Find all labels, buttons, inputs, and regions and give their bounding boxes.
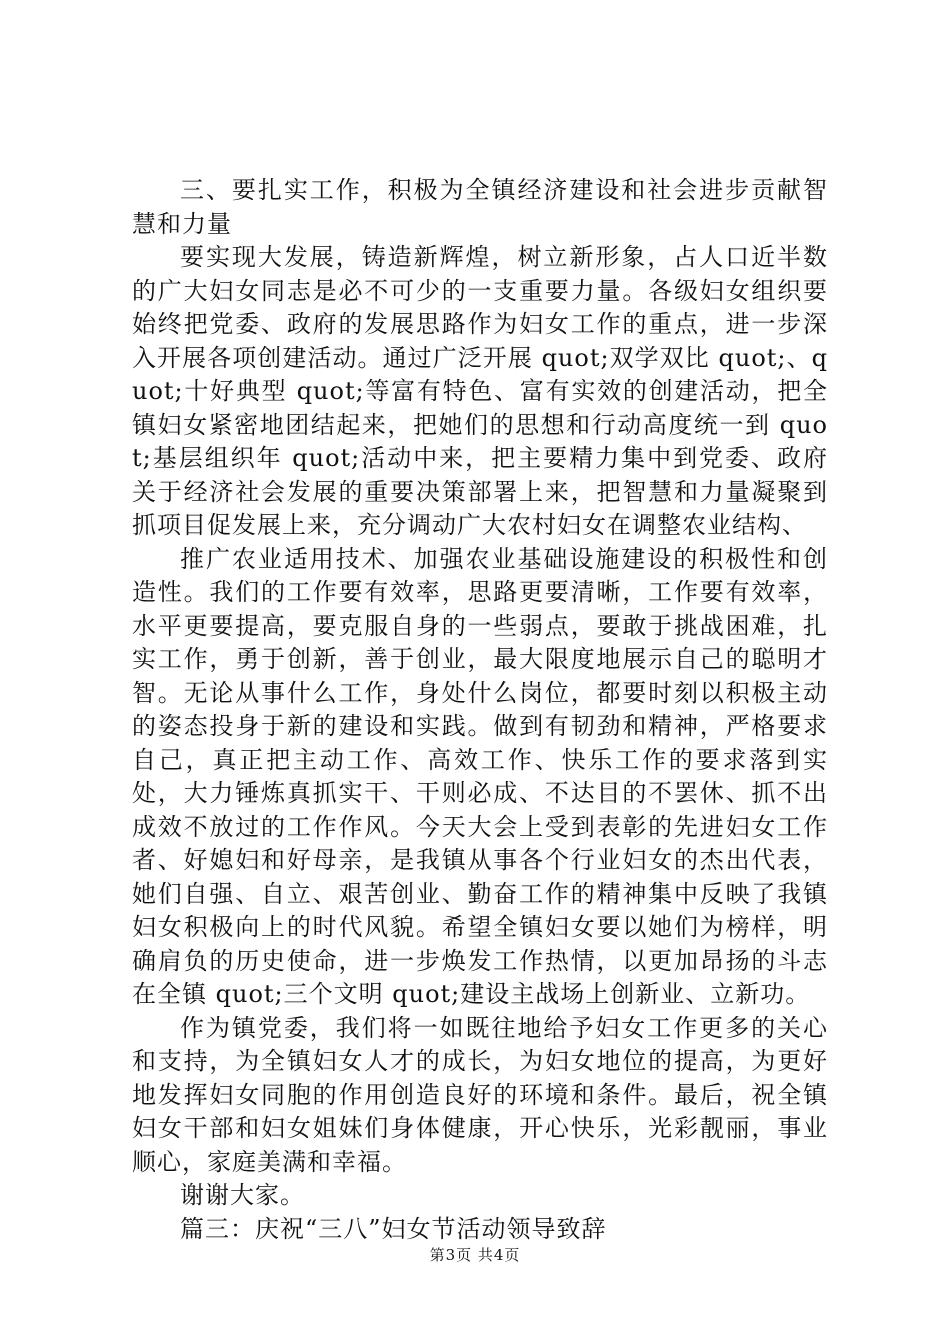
next-section-title: 篇三：庆祝“三八”妇女节活动领导致辞 [180, 1214, 607, 1243]
section-heading: 三、要扎实工作，积极为全镇经济建设和社会进步贡献智慧和力量 [132, 176, 828, 238]
document-body [132, 174, 828, 1246]
body-paragraph: 要实现大发展，铸造新辉煌，树立新形象，占人口近半数的广大妇女同志是必不可少的一支重要力量。各级妇女组织要始终把党委、政府的发展思路作为妇女工作的重点，进一步深入开展各项创建活动。通过广泛开展 quot;双学双比 quot;、quot;十好典型 quot;等富有特色、富有实效的创建活动，把全镇妇女紧密地团结起来，把她们的思想和行动高度统一到 quot;基层组织年 quot;活动中来，把主要精力集中到党委、政府关于经济社会发展的重要决策部署上来，把智慧和力量凝聚到抓项目促发展上来，充分调动广大农村妇女在调整农业结构、 [132, 243, 828, 539]
page-number: 第3页 共4页 [429, 1246, 521, 1264]
body-paragraph: 推广农业适用技术、加强农业基础设施建设的积极性和创造性。我们的工作要有效率，思路更要清晰，工作要有效率，水平更要提高，要克服自身的一些弱点，要敢于挑战困难，扎实工作，勇于创新，善于创业，最大限度地展示自己的聪明才智。无论从事什么工作，身处什么岗位，都要时刻以积极主动的姿态投身于新的建设和实践。做到有韧劲和精神，严格要求自己，真正把主动工作、高效工作、快乐工作的要求落到实处，大力锤炼真抓实干、干则必成、不达目的不罢休、抓不出成效不放过的工作作风。今天大会上受到表彰的先进妇女工作者、好媳妇和好母亲，是我镇从事各个行业妇女的杰出代表，她们自强、自立、艰苦创业、勤奋工作的精神集中反映了我镇妇女积极向上的时代风貌。希望全镇妇女要以她们为榜样，明确肩负的历史使命，进一步焕发工作热情，以更加昂扬的斗志在全镇 quot;三个文明 quot;建设主战场上创新业、立新功。 [132, 544, 828, 1008]
closing-remark: 谢谢大家。 [180, 1181, 305, 1209]
body-paragraph: 作为镇党委，我们将一如既往地给予妇女工作更多的关心和支持，为全镇妇女人才的成长，为妇女地位的提高，为更好地发挥妇女同胞的作用创造良好的环境和条件。最后，祝全镇妇女干部和妇女姐妹们身体健康，开心快乐，光彩靓丽，事业顺心，家庭美满和幸福。 [132, 1013, 828, 1176]
